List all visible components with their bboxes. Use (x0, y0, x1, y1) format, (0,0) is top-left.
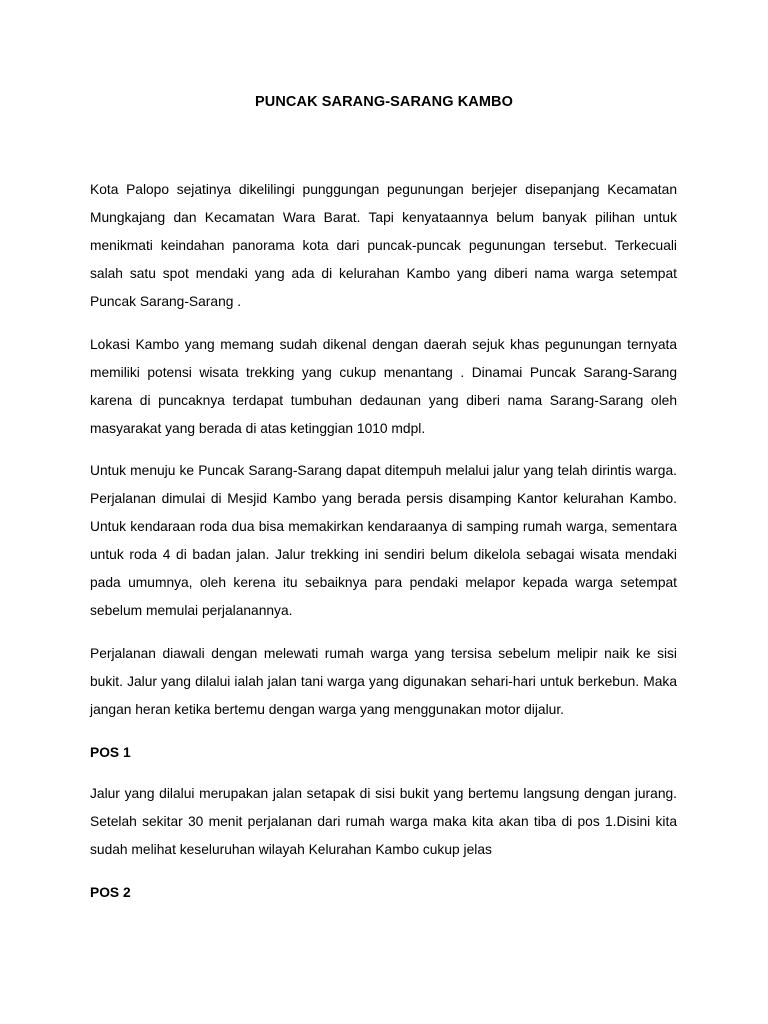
pos2-heading: POS 2 (90, 885, 131, 900)
document-title: PUNCAK SARANG-SARANG KAMBO (255, 94, 513, 110)
pos1-paragraph: Jalur yang dilalui merupakan jalan setapak di sisi bukit yang bertemu langsung dengan jurang. Setelah sekitar 30 menit perjalanan dari rumah warga maka kita akan tiba di pos 1.Disini kita sudah melihat keseluruhan wilayah Kelurahan Kambo cukup jelas (90, 786, 677, 857)
paragraph-1: Kota Palopo sejatinya dikelilingi punggungan pegunungan berjejer disepanjang Kecamatan Mungkajang dan Kecamatan Wara Barat. Tapi kenyataannya belum banyak pilihan untuk menikmati keindahan panorama kota dari puncak-puncak pegunungan tersebut. Terkecuali salah satu spot mendaki yang ada di kelurahan Kambo yang diberi nama warga setempat Puncak Sarang-Sarang . (90, 182, 677, 309)
paragraph-2: Lokasi Kambo yang memang sudah dikenal dengan daerah sejuk khas pegunungan ternyata memiliki potensi wisata trekking yang cukup menantang . Dinamai Puncak Sarang-Sarang karena di puncaknya terdapat tumbuhan dedaunan yang diberi nama Sarang-Sarang oleh masyarakat yang berada di atas ketinggian 1010 mdpl. (90, 337, 677, 436)
paragraph-3: Untuk menuju ke Puncak Sarang-Sarang dapat ditempuh melalui jalur yang telah dirintis warga. Perjalanan dimulai di Mesjid Kambo yang berada persis disamping Kantor kelurahan Kambo. Untuk kendaraan roda dua bisa memakirkan kendaraanya di samping rumah warga, sementara untuk roda 4 di badan jalan. Jalur trekking ini sendiri belum dikelola sebagai wisata mendaki pada umumnya, oleh kerena itu sebaiknya para pendaki melapor kepada warga setempat sebelum memulai perjalanannya. (90, 463, 677, 618)
pos1-heading: POS 1 (90, 745, 131, 760)
paragraph-4: Perjalanan diawali dengan melewati rumah warga yang tersisa sebelum melipir naik ke sisi bukit. Jalur yang dilalui ialah jalan tani warga yang digunakan sehari-hari untuk berkebun. Maka jangan heran ketika bertemu dengan warga yang menggunakan motor dijalur. (90, 646, 677, 717)
